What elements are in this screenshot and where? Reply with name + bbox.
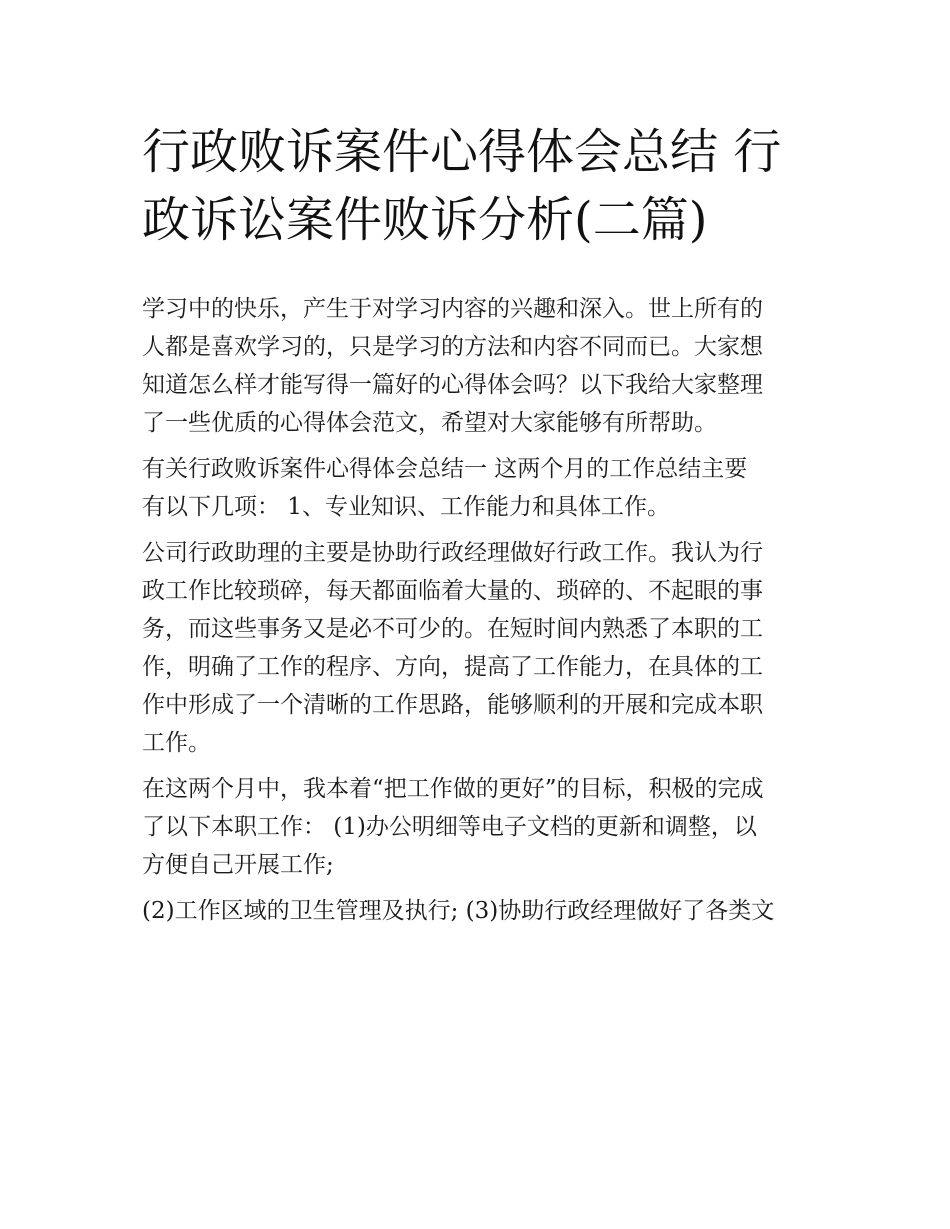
document-content bbox=[142, 118, 814, 930]
text-line: 在这两个月中，我本着“把工作做的更好”的目标，积极的完成 bbox=[142, 776, 764, 802]
document-title bbox=[142, 118, 814, 254]
text-line: 作，明确了工作的程序、方向，提高了工作能力，在具体的工 bbox=[142, 654, 763, 680]
document-body bbox=[142, 290, 814, 930]
paragraph-role-description bbox=[142, 534, 814, 762]
text-line: 了一些优质的心得体会范文，希望对大家能够有所帮助。 bbox=[142, 410, 717, 436]
text-line: (2)工作区域的卫生管理及执行; (3)协助行政经理做好了各类文 bbox=[142, 898, 775, 924]
text-line: 务，而这些事务又是必不可少的。在短时间内熟悉了本职的工 bbox=[142, 616, 763, 642]
paragraph-summary-heading bbox=[142, 450, 814, 526]
text-line: 作中形成了一个清晰的工作思路，能够顺利的开展和完成本职 bbox=[142, 692, 763, 718]
text-line: 方便自己开展工作; bbox=[142, 852, 334, 878]
text-line: 人都是喜欢学习的，只是学习的方法和内容不同而已。大家想 bbox=[142, 334, 763, 360]
title-line-2: 政诉讼案件败诉分析(二篇) bbox=[142, 192, 708, 248]
text-line: 了以下本职工作： (1)办公明细等电子文档的更新和调整，以 bbox=[142, 814, 757, 840]
text-line: 工作。 bbox=[142, 730, 211, 756]
text-line: 学习中的快乐，产生于对学习内容的兴趣和深入。世上所有的 bbox=[142, 296, 763, 322]
paragraph-intro bbox=[142, 290, 814, 442]
text-line: 有关行政败诉案件心得体会总结一 这两个月的工作总结主要 bbox=[142, 456, 748, 482]
paragraph-work-goals bbox=[142, 770, 814, 884]
title-line-1: 行政败诉案件心得体会总结 行 bbox=[142, 124, 782, 180]
text-line: 知道怎么样才能写得一篇好的心得体会吗？以下我给大家整理 bbox=[142, 372, 763, 398]
text-line: 有以下几项： 1、专业知识、工作能力和具体工作。 bbox=[142, 494, 670, 520]
paragraph-work-items bbox=[142, 892, 814, 930]
text-line: 政工作比较琐碎，每天都面临着大量的、琐碎的、不起眼的事 bbox=[142, 578, 763, 604]
text-line: 公司行政助理的主要是协助行政经理做好行政工作。我认为行 bbox=[142, 540, 763, 566]
